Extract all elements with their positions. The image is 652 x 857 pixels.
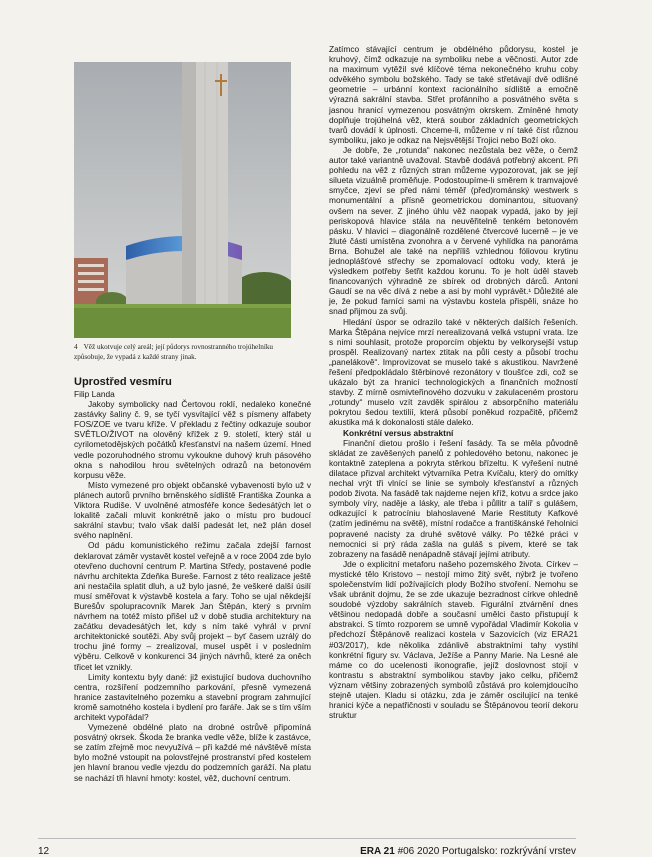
- caption-text: Věž ukotvuje celý areál; její půdorys rovnostranného trojúhelníku způsobuje, že vypadá z každé strany jinak.: [74, 343, 274, 361]
- paragraph: Limity kontextu byly dané: již existující budova duchovního centra, rozšíření podzemního parkování, přesně vymezená hranice zastavitelného pozemku a stavební program zahrnující kromě samotného kostela i bydlení pro faráře. Jak se s tím vším architekt vypořádal?: [74, 671, 311, 722]
- church-photo: [74, 62, 291, 338]
- paragraph: Je dobře, že „rotunda“ nakonec nezůstala bez věže, o čemž autor také variantně uvažoval. Stavbě dodává potřebný akcent. Při pohledu na věž z různých stran můžeme vypozorovat, jak se její silueta vizuálně proměňuje. Podostoupíme-li směrem k tramvajové smyčce, zjeví se před námi téměř (před)románský westwerk s monumentální a přísně geometrickou dominantou, situovaný ovšem na sever. Z jiného úhlu věž naopak vypadá, jako by její periskopová hlavice stála na neuvěřitelně tenkém betonovém pásku. V hlavici – diagonálně rozdělené čtvercové lucerně – je ve žluté části umístěna zvonohra a v červené vyhlídka na panoráma Brna. Bohužel ale také na nepříliš vzhlednou fóliovou krytinu jednoplášťové střechy se zpomalovací odtoku vody, která je výsledkem potřeby šetřit každou korunu. To je holt úděl staveb financovaných výhradně ze sbírek od drobných dárců. Antoni Gaudí se na věc dívá z nebe a asi by mohl vyprávět.¹ Důležité ale je, že pokud farníci sami na výstavbu kostela přispěli, snáze ho snad přijmou za svůj.: [329, 144, 578, 317]
- right-column: [329, 44, 578, 720]
- caption-number: 4: [74, 343, 78, 351]
- paragraph: Finanční dietou prošlo i řešení fasády. Ta se měla původně skládat ze zavěšených panelů z pohledového betonu, nakonec je kontaktně zateplena a pokryta stěrkou břízeltu. K vyřešení nutné dilatace přizval architekt výtvarníka Petra Kvíčalu, který do omítky nechal vrýt tři vlnící se linie se symboly křesťanství a různých podob života. Na fasádě tak najdeme nejen kříž, kotvu a srdce jako symboly víry, naděje a lásky, ale třeba i půllitr a talíř s gulášem, odkazující k patrocíniu blahoslavené Marie Restituty Kafkové (zatím jedinému na světě), místní rodačce a františkánské řeholnici popravené nacisty za druhé světové války. Po těžké práci v nemocnici si prý ráda zašla na guláš s pivem, které se tak zobrazeny na fasádě nenápadně stávají jejími atributy.: [329, 437, 578, 559]
- paragraph: Od pádu komunistického režimu začala zdejší farnost deklarovat záměr vystavět kostel veřejně a v roce 2004 zde bylo otevřeno duchovní centrum P. Martina Středy, postavené podle návrhu architekta Zdeňka Bureše. Farnost z této realizace ještě ani nestačila splatit dluh, a už bylo jasné, že veškeré další úsilí musí směřovat k výstavbě kostela a fary. Toho se ujal někdejší Burešův spolupracovník Marek Jan Štěpán, který s prvním návrhem na totéž místo přišel už v době studia architektury na začátku devadesátých let, kdy s ním také vyhrál v první architektonické soutěži. Aby svůj projekt – byť časem uzrálý do trochu jiné formy – zrealizoval, musel uspět i v posledním výběru. Celkově v konkurenci 34 jiných návrhů, které za oněch třicet let vznikly.: [74, 540, 311, 672]
- left-column: [74, 376, 311, 783]
- issue-info: #06 2020 Portugalsko: rozkrývání vrstev: [397, 846, 576, 857]
- church-illustration: [74, 62, 291, 338]
- magazine-name: ERA 21: [360, 846, 395, 857]
- paragraph: Zatímco stávající centrum je obdélného půdorysu, kostel je kruhový, čímž odkazuje na symboliku nebe a věčnosti. Autor zde na maximum vytěžil své klíčové téma nekonečného kruhu coby odvěkého symbolu božského. Tady se také střetávají dvě odlišné geometrie – urbánní kontext racionálního sídliště a emočně výrazná sakrální stavba. Střet profánního a posvátného světa s jasnou hranicí vymezenou posvátným okrskem. Zmíněné hmoty doplňuje trojúhelná věž, která soubor základních geometrických tvarů dovádí k úplnosti. Chceme-li, můžeme v ní také číst různou symboliku, jako je odkaz na Nejsvětější Trojici nebo Boží oko.: [329, 44, 578, 145]
- photo-caption: [74, 342, 294, 362]
- article-title: Uprostřed vesmíru: [74, 376, 172, 388]
- paragraph: Místo vymezené pro objekt občanské vybavenosti bylo už v plánech autorů prvního brněnského sídliště Františka Zounka a Viktora Rudiše. V uvolněné atmosféře konce šedesátých let o lokalitě začali mluvit konkrétně jako o místu pro budoucí sakrální stavbu; tvalo však další padesát let, než plán dosel svého naplnění.: [74, 479, 311, 541]
- article-author: Filip Landa: [74, 389, 115, 399]
- paragraph: Jde o explicitní metaforu našeho pozemského života. Církev – mystické tělo Kristovo – nestojí mimo žitý svět, nýbrž je tvořeno společenstvím lidí požívajících plody Božího stvoření. Nemohu se však ubránit dojmu, že se zde ukazuje bezradnost církve ohledně soudobé výzdoby sakrálních staveb. Figurální ztvárnění dnes většinou nedopadá dobře a současní umělci často přistupují k abstrakci. S tímto rozporem se umně vypořádal Vladimír Kokolia v předchozí Štěpánově realizaci kostela v Sazovicích (viz ERA21 #03/2017), kde několika zdánlivě abstraktními tahy vystihl konkrétní figury sv. Václava, Ježíše a Panny Marie. Na Lesné ale máme co do ucelenosti ikonografie, jejíž doslovnost stojí v kontrastu s abstraktní symbolikou stavby jako celku, přičemž význam většiny zobrazených symbolů zůstává pro kolemjdoucího stejně utajen. Kladu si otázku, zda je záměr oscilující na tenké hranici kýče a nepatřičnosti v souladu se Štěpánovou teorií dekoru struktur: [329, 558, 578, 721]
- paragraph: Hledání úspor se odrazilo také v některých dalších řešeních. Marka Štěpána nejvíce mrzí nerealizovaná velká vstupní vrata. Ize s nimi souhlasit, protože proporcím objektu by velkorysejší vstup prospěl. Realizovaný nartex ztitak na půli cesty a působí trochu „panelákově“. Improvizovat se muselo také s akustikou. Navržené řešení předpokládalo štěrbinové rezonátory v tloušťce zdi, což se ukázalo být za hranicí technologických a finančních možností stavby. Z mírně osmivteřinového dozvuku v zakulaceném prostoru „rotundy“ muselo vzít zavděk spirálou z absorpčního materiálu pokrytou šedou textilií, která působí poněkud rozpačitě, přičemž akustika má k dokonalosti stále daleko.: [329, 316, 578, 428]
- page-number: 12: [38, 846, 50, 857]
- running-footer: [360, 846, 576, 857]
- paragraph: Vymezené obdélné plato na drobné ostrůvě připomíná posvátný okrsek. Škoda že branka vedle věže, blíže k zastávce, se zatím zřejmě moc nevyužívá – při každé mé návštěvě místa bylo možné vstoupit na polovstřejné prostranství před kostelem jen hlavní branou vedle vjezdu do podzemních garáží. Na platu se nachází tři hlavní hmoty: kostel, věž, duchovní centrum.: [74, 722, 311, 783]
- footer-rule: [38, 838, 576, 839]
- section-subheading: Konkrétní versus abstraktní: [343, 427, 454, 438]
- paragraph: Jakoby symbolicky nad Čertovou roklí, nedaleko konečné zastávky šaliny č. 9, se tyčí vysvítající věž s písmeny alfabety FOS/ZOE ve tvaru kříže. V překladu z řečtiny odkazuje soubor SVĚTLO/ŽIVOT na olověný křížek z 9. století, který stál u cyrilometodějských počátků křesťanství na našem území. Hned vedle pozoruhodného stromu vykoukne duhový kruh pásového okna s nahodilou hrou světelných odrazů na betonovém korpusu věže.: [74, 399, 311, 480]
